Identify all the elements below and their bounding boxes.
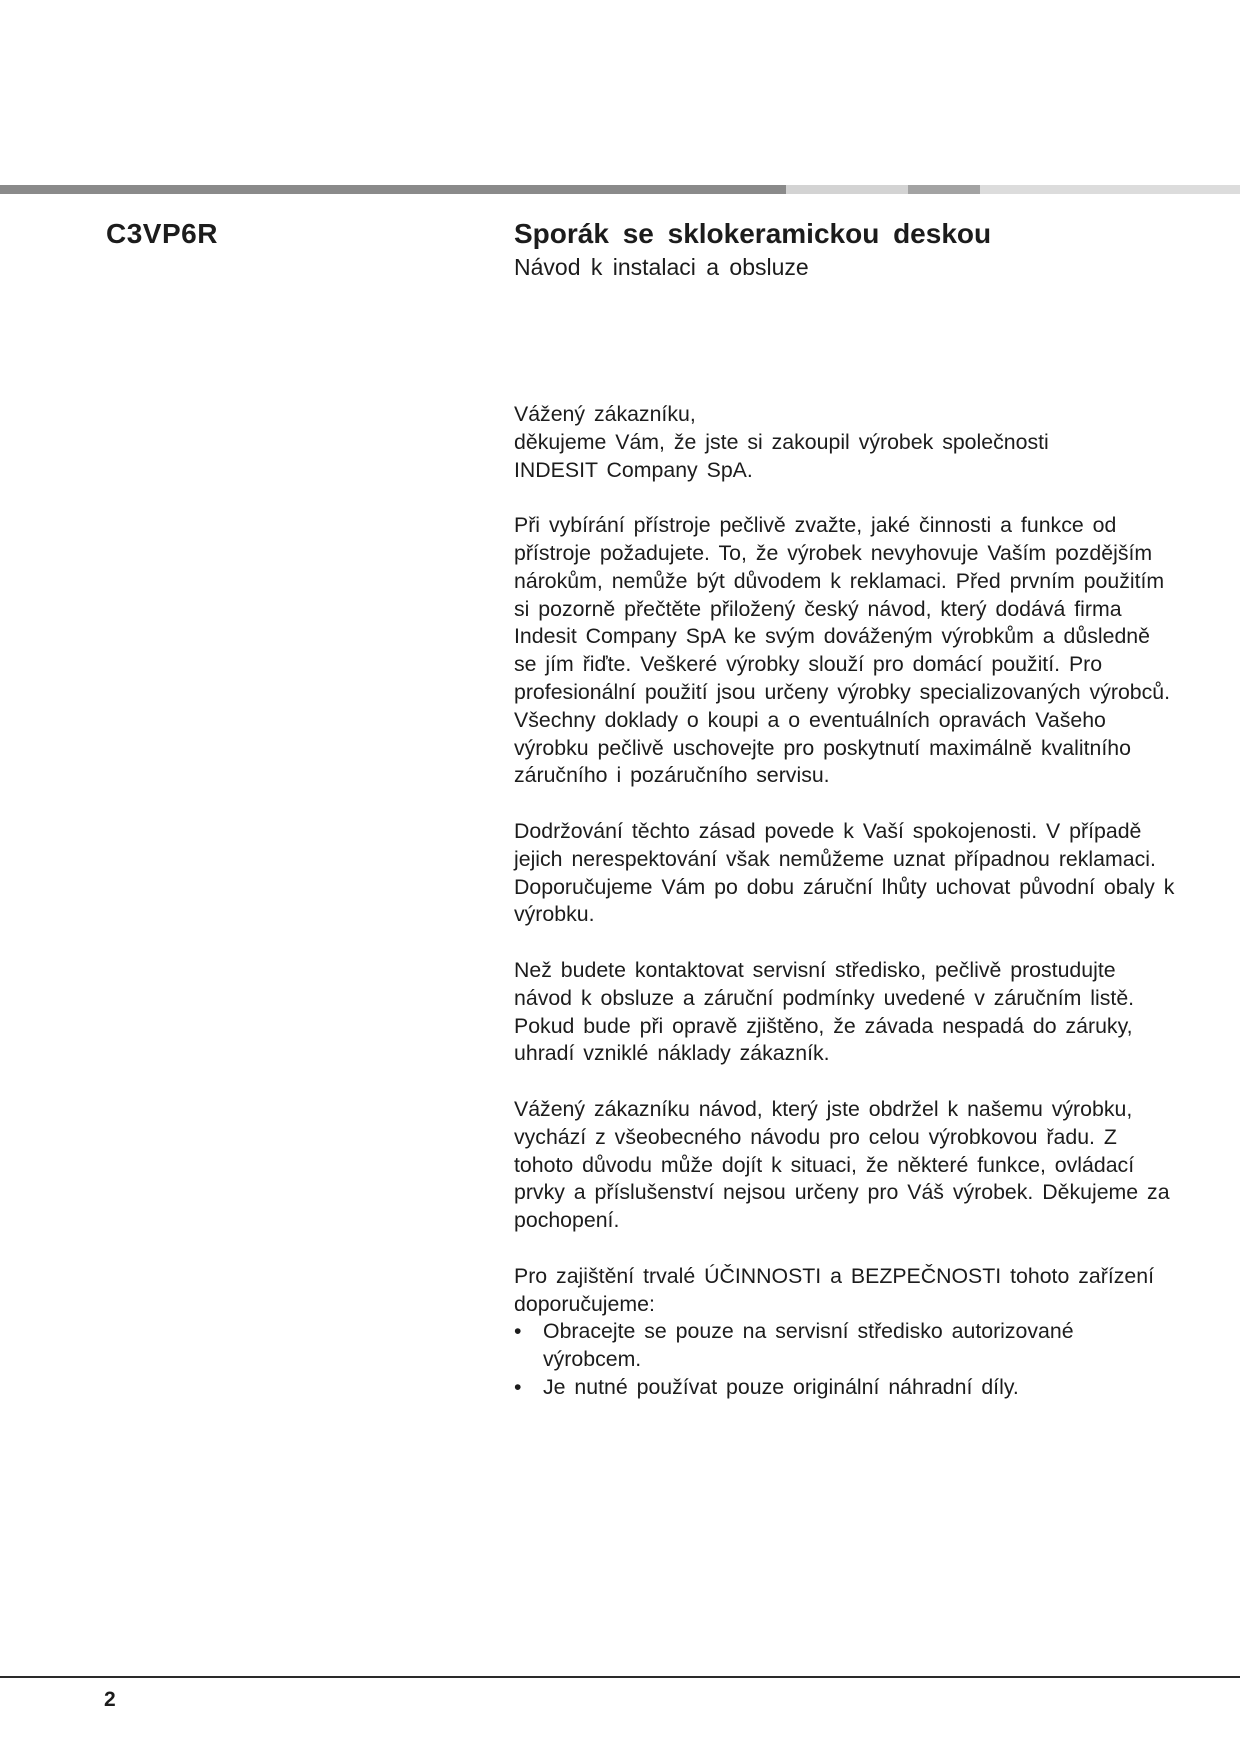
- header-rule-pale: [980, 185, 1240, 194]
- paragraph-choice: Při vybírání přístroje pečlivě zvažte, jaké činnosti a funkce od přístroje požadujete. To, že výrobek nevyhovuje Vaším pozdějším nárokům, nemůže být důvodem k reklamaci. Před prvním použitím si pozorně přečtěte přiložený český návod, který dodává firma Indesit Company SpA ke svým dováženým výrobkům a důsledně se jím řiďte. Veškeré výrobky slouží pro domácí použití. Pro profesionální použití jsou určeny výrobky specializovaných výrobců. Všechny doklady o koupi a o eventuálních opravách Vašeho výrobku pečlivě uschovejte pro poskytnutí maximálně kvalitního záručního i pozáručního servisu.: [514, 513, 1171, 788]
- list-item-text: Je nutné používat pouze originální náhradní díly.: [543, 1374, 1019, 1399]
- bullet-dot: •: [514, 1319, 522, 1344]
- thanks-line-2: INDESIT Company SpA.: [514, 457, 753, 482]
- header-rule-dark: [0, 185, 786, 194]
- recommendation-list: [514, 1318, 1179, 1401]
- list-item: [514, 1318, 1179, 1374]
- paragraph-safety-intro: Pro zajištění trvalé ÚČINNOSTI a BEZPEČNOSTI tohoto zařízení doporučujeme:: [514, 1263, 1154, 1316]
- list-item-text: Obracejte se pouze na servisní středisko autorizované výrobcem.: [543, 1319, 1074, 1372]
- page-number: 2: [104, 1688, 116, 1711]
- header-rule-mid: [908, 185, 980, 194]
- list-item: [514, 1374, 1179, 1402]
- paragraph-manual: Vážený zákazníku návod, který jste obdržel k našemu výrobku, vychází z všeobecného návodu pro celou výrobkovou řadu. Z tohoto důvodu může dojít k situaci, že některé funkce, ovládací prvky a příslušenství nejsou určeny pro Váš výrobek. Děkujeme za pochopení.: [514, 1096, 1170, 1233]
- thanks-line-1: děkujeme Vám, že jste si zakoupil výrobek společnosti: [514, 429, 1049, 454]
- greeting: Vážený zákazníku,: [514, 402, 696, 426]
- greeting-paragraph: [514, 401, 1179, 484]
- header-rule-light: [786, 185, 908, 194]
- footer-rule: [0, 1676, 1240, 1678]
- document-title: Sporák se sklokeramickou deskou: [514, 218, 992, 249]
- body-text: [514, 401, 1179, 1402]
- document-subtitle: Návod k instalaci a obsluze: [514, 254, 809, 280]
- safety-section: [514, 1263, 1179, 1402]
- paragraph-service: Než budete kontaktovat servisní středisko, pečlivě prostudujte návod k obsluze a záruční podmínky uvedené v záručním listě. Pokud bude při opravě zjištěno, že závada nespadá do záruky, uhradí vzniklé náklady zákazník.: [514, 957, 1135, 1066]
- bullet-dot: •: [514, 1374, 522, 1399]
- paragraph-rules: Dodržování těchto zásad povede k Vaší spokojenosti. V případě jejich nerespektování však nemůžeme uznat případnou reklamaci. Doporučujeme Vám po dobu záruční lhůty uchovat původní obaly k výrobku.: [514, 818, 1175, 927]
- model-code: C3VP6R: [106, 218, 218, 249]
